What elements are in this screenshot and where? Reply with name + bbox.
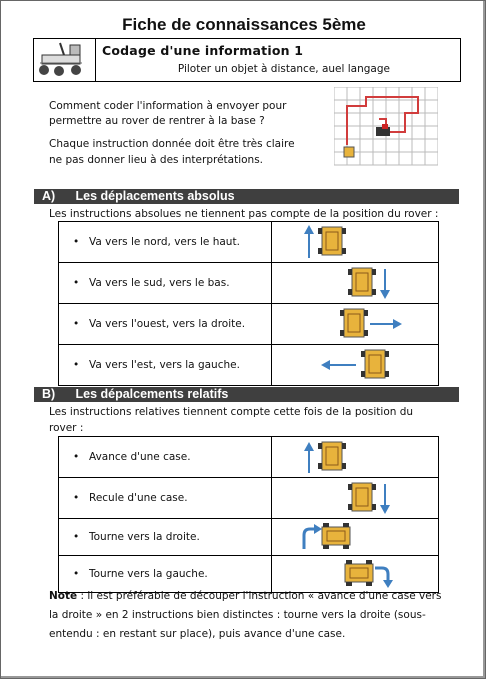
table-row (59, 345, 439, 386)
intro-line-4: ne pas donner lieu à des interprétations. (49, 154, 264, 166)
instruction-text: Va vers le sud, vers le bas. (89, 277, 230, 289)
instruction-text: Va vers le nord, vers le haut. (89, 236, 240, 248)
table-row (59, 478, 439, 519)
section-b-label: B) (42, 387, 56, 401)
page-title: Fiche de connaissances 5ème (122, 15, 366, 34)
bullet: • (73, 451, 80, 463)
instruction-cell (59, 345, 272, 386)
note-line-2: la droite » en 2 instructions bien distinctes : tourne vers la droite (sous- (49, 609, 426, 621)
table-row (59, 437, 439, 478)
section-b-description-1: Les instructions relatives tiennent compte cette fois de la position du (49, 406, 414, 418)
note-label: Note (49, 590, 78, 602)
bullet: • (73, 318, 80, 330)
rover-logo (34, 39, 96, 81)
bullet: • (73, 531, 80, 543)
instruction-cell (59, 263, 272, 304)
illustration-cell (272, 519, 439, 556)
illustration-cell (272, 222, 439, 263)
table-row (59, 263, 439, 304)
instruction-cell (59, 519, 272, 556)
instruction-cell (59, 437, 272, 478)
illustration-cell (272, 345, 439, 386)
illustration-cell (272, 437, 439, 478)
instruction-text: Tourne vers la droite. (89, 531, 200, 543)
instruction-cell (59, 478, 272, 519)
section-b-description-2: rover : (49, 422, 84, 434)
section-a-description: Les instructions absolues ne tiennent pas compte de la position du rover : (49, 208, 439, 220)
note-line-1 (49, 587, 459, 606)
instruction-text: Tourne vers la gauche. (89, 568, 208, 580)
bullet: • (73, 236, 80, 248)
section-a-title: Les déplacements absolus (75, 189, 235, 203)
section-a-label: A) (42, 189, 56, 203)
illustration-cell (272, 263, 439, 304)
section-a-header (34, 189, 459, 204)
instruction-cell (59, 304, 272, 345)
header-subheading: Piloter un objet à distance, auel langage (177, 63, 390, 75)
bullet: • (73, 492, 80, 504)
instruction-text: Avance d'une case. (89, 451, 191, 463)
note-line-3: entendu : en restant sur place), puis avance d'une case. (49, 628, 346, 640)
instruction-cell (59, 222, 272, 263)
intro-line-2: permettre au rover de rentrer à la base ? (49, 115, 265, 127)
table-row (59, 222, 439, 263)
intro-line-1: Comment coder l'information à envoyer pour (49, 100, 287, 112)
illustration-cell (272, 304, 439, 345)
section-b-title: Les dépalcements relatifs (75, 387, 229, 401)
intro-line-3: Chaque instruction donnée doit être très claire (49, 138, 295, 150)
bullet: • (73, 277, 80, 289)
instruction-text: Va vers l'ouest, vers la droite. (89, 318, 246, 330)
table-row (59, 519, 439, 556)
header-box (33, 38, 461, 82)
bullet: • (73, 359, 80, 371)
note-paragraph (49, 587, 459, 644)
table-row (59, 304, 439, 345)
header-heading: Codage d'une information 1 (102, 43, 304, 58)
instruction-text: Va vers l'est, vers la gauche. (89, 359, 240, 371)
illustration-cell (272, 478, 439, 519)
instruction-text: Recule d'une case. (89, 492, 188, 504)
path-grid-diagram (334, 87, 438, 167)
absolute-moves-table (58, 221, 439, 386)
note-line-1-text: : il est préférable de découper l'instruction « avance d'une case vers (77, 590, 442, 602)
bullet: • (73, 568, 80, 580)
relative-moves-table (58, 436, 439, 593)
section-b-header (34, 387, 459, 402)
